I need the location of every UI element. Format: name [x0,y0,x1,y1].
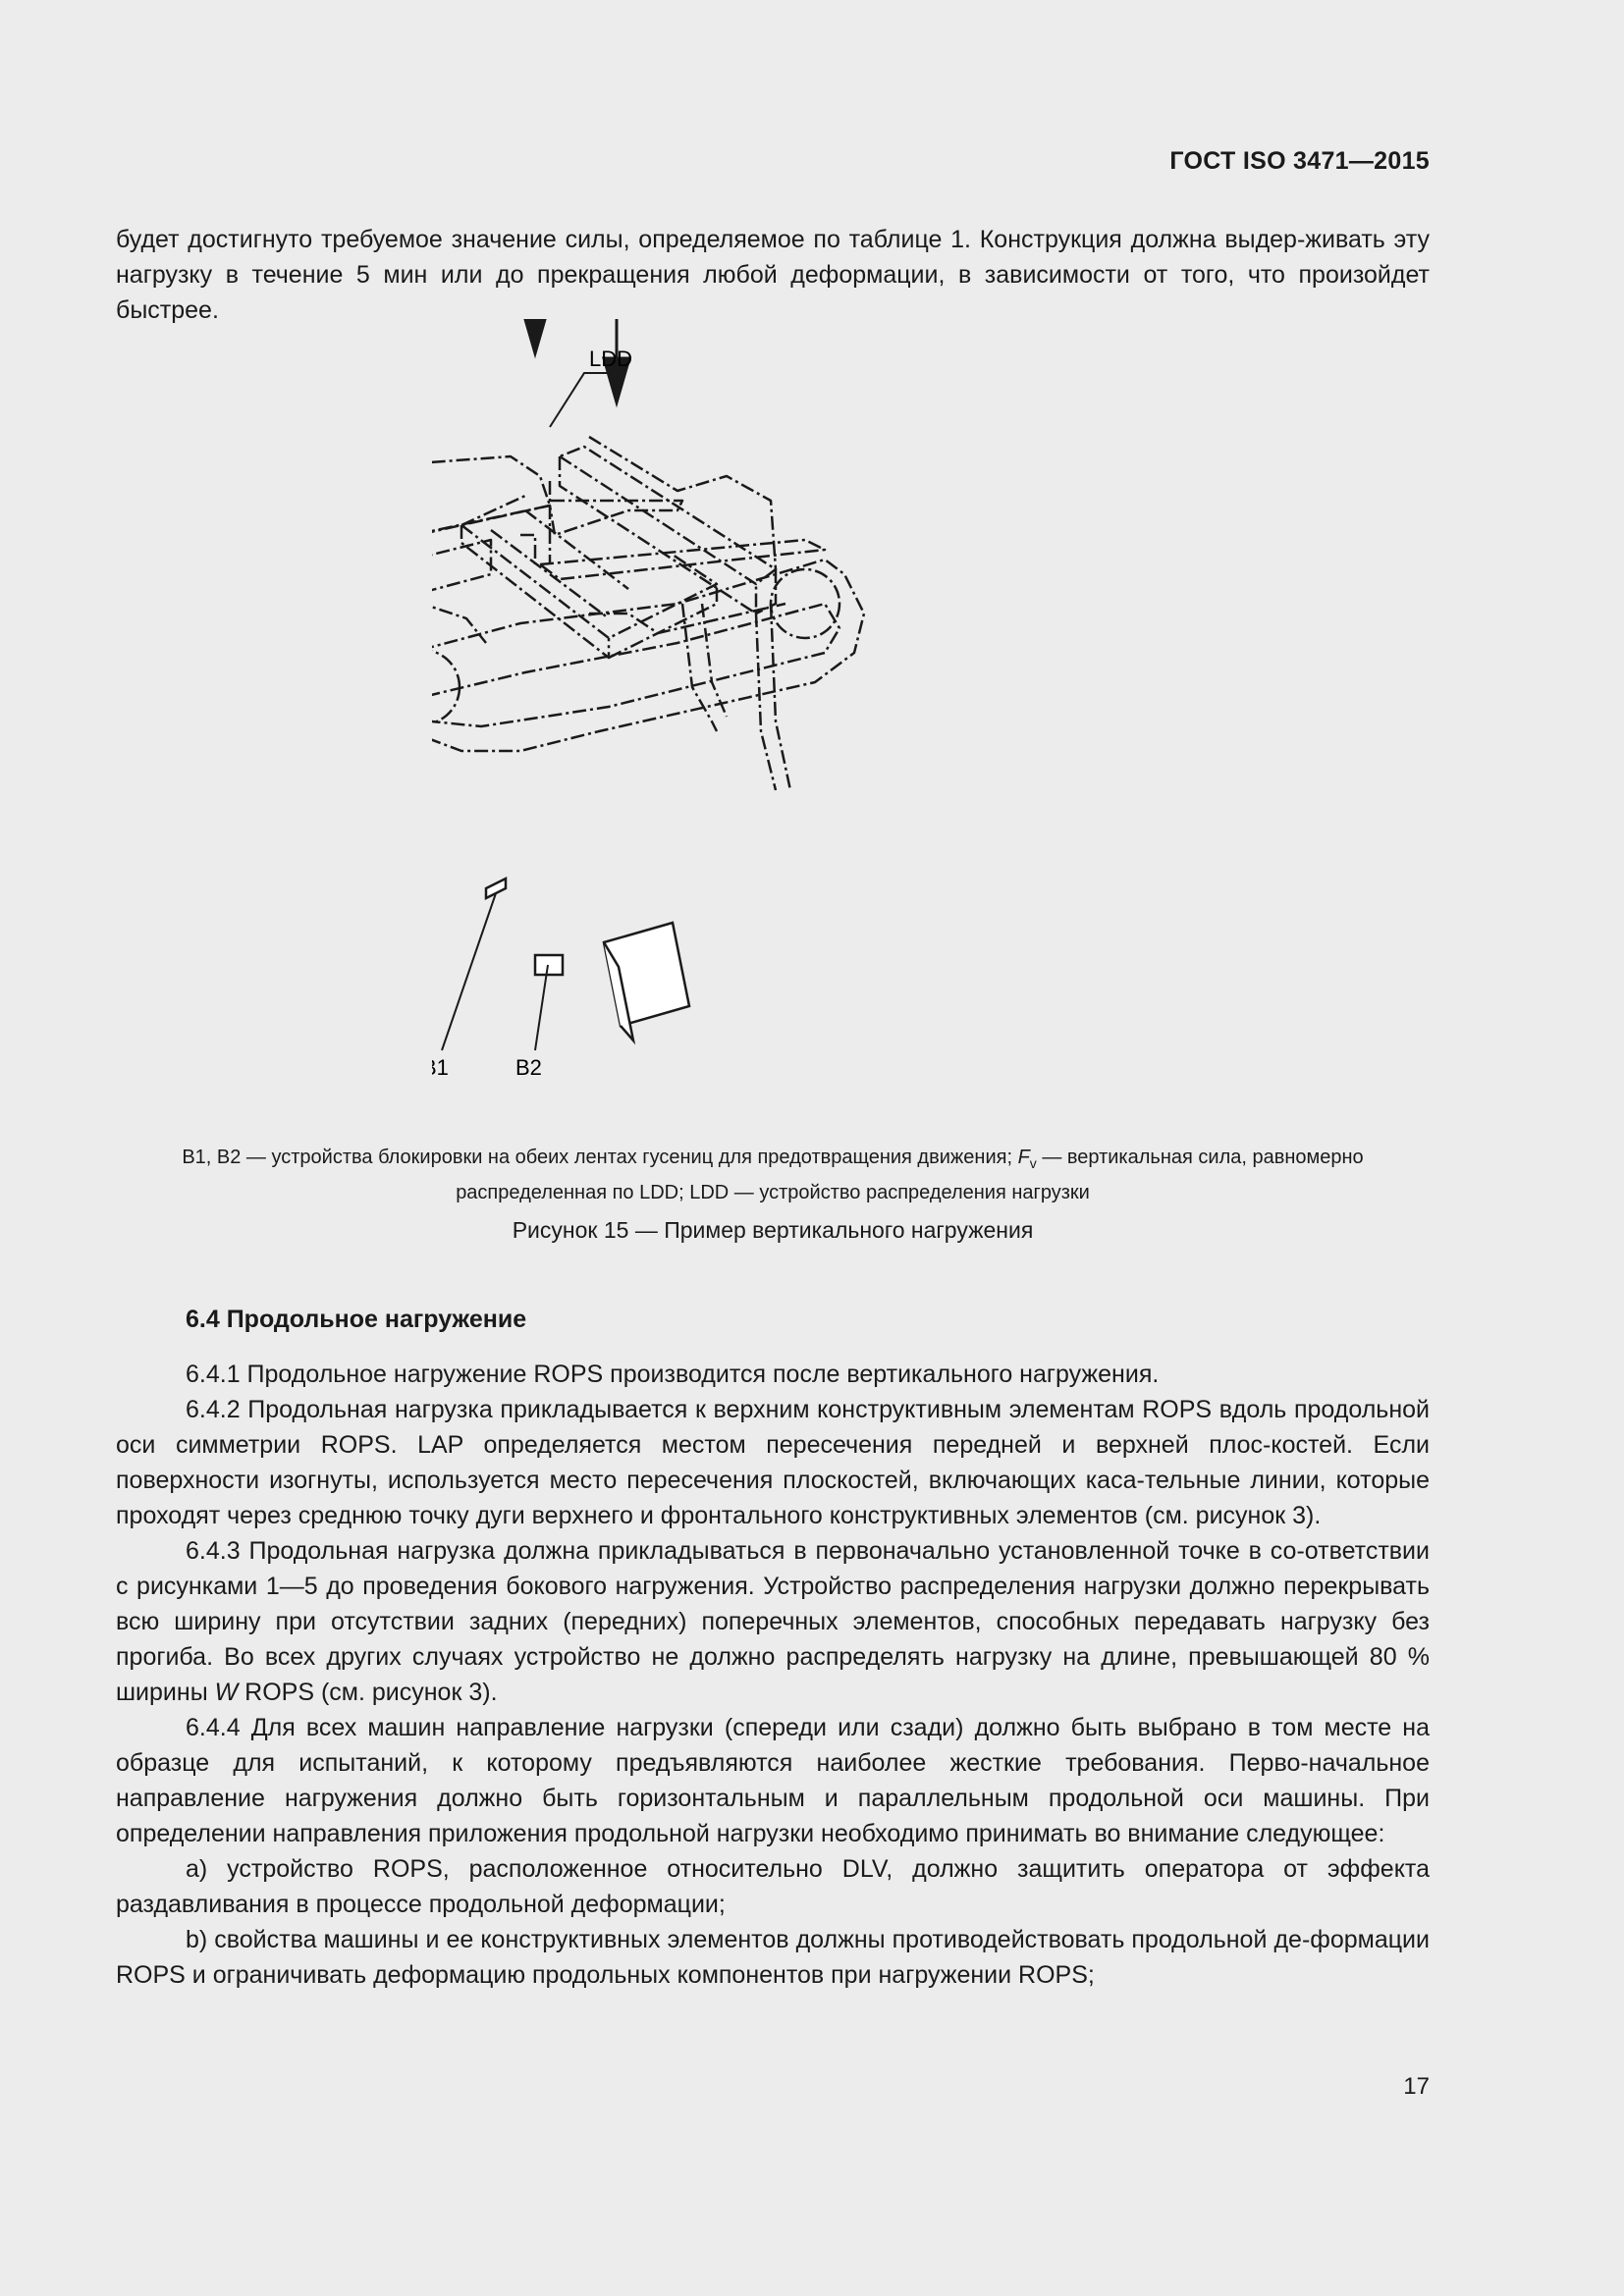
b2-leader-line [535,965,548,1050]
p643-w: W [214,1679,239,1706]
b2-block [535,955,563,975]
bulldozer-drawing [432,319,1100,1104]
b1-label: 1 [436,1055,449,1080]
paragraph-6-4-4: 6.4.4 Для всех машин направление нагрузки (спереди или сзади) должно быть выбрано в том месте на образце для испытаний, к которому предъявляются наиболее жесткие требования. Перво-начальное направление нагружения должно быть горизонтальным и параллельным продольной оси машины. При определении направления приложения продольной нагрузки необходимо принимать во внимание следующее: [116,1714,1430,1847]
page-number: 17 [1403,2073,1430,2100]
b2-label: B2 [515,1055,542,1080]
intro-text: будет достигнуто требуемое значение силы, определяемое по таблице 1. Конструкция должна выдер-живать эту нагрузку в течение 5 мин или до прекращения любой деформации, в зависимости от того, что произойдет быстрее. [116,226,1430,324]
figure-title: Рисунок 15 — Пример вертикального нагружения [512,1217,1034,1243]
figure-note [116,1143,1430,1207]
document-header: ГОСТ ISO 3471—2015 [1169,147,1430,175]
note-part1: B1, B2 — устройства блокировки на обеих лентах гусениц для предотвращения движения; [182,1147,1018,1168]
p643-text-b: ROPS (см. рисунок 3). [238,1679,498,1706]
b1-leader-line [442,893,496,1050]
figure-15 [432,319,1100,1104]
note-f-sub: v [1029,1155,1037,1171]
list-item-b: b) свойства машины и ее конструктивных элементов должны противодействовать продольной де-формации ROPS и ограничивать деформацию продольных компонентов при нагружении ROPS; [116,1926,1430,1989]
ldd-label: LDD [589,347,633,371]
paragraph-6-4-1: 6.4.1 Продольное нагружение ROPS производится после вертикального нагружения. [186,1361,1160,1388]
section-heading: 6.4 Продольное нагружение [186,1306,527,1333]
body-text [116,1357,1430,1993]
note-part2: — вертикальная сила, равномерно распределенная по LDD; LDD — устройство распределения нагрузки [456,1147,1364,1203]
p643-text-a: 6.4.3 Продольная нагрузка должна прикладываться в первоначально установленной точке в со-ответствии с рисунками 1—5 до проведения бокового нагружения. Устройство распределения нагрузки должно перекрывать всю ширину при отсутствии задних (передних) поперечных элементов, способных передавать нагрузку без прогиба. Во всех других случаях устройство не должно распределять нагрузку на длине, превышающей 80 % ширины [116,1537,1430,1706]
note-f: F [1017,1147,1030,1168]
list-item-a: a) устройство ROPS, расположенное относительно DLV, должно защитить оператора от эффекта раздавливания в процессе продольной деформации; [116,1855,1430,1918]
fv-left-arrow-head [522,319,548,353]
intro-paragraph [116,222,1430,328]
paragraph-6-4-2: 6.4.2 Продольная нагрузка прикладывается к верхним конструктивным элементам ROPS вдоль продольной оси симметрии ROPS. LAP определяется местом пересечения передней и верхней плос-костей. Если поверхности изогнуты, используется место пересечения плоскостей, включающих каса-тельные линии, которые проходят через среднюю точку дуги верхнего и фронтального конструктивных элементов (см. рисунок 3). [116,1396,1430,1529]
paragraph-6-4-3 [116,1533,1430,1710]
ldd-beam-outline [560,447,776,584]
